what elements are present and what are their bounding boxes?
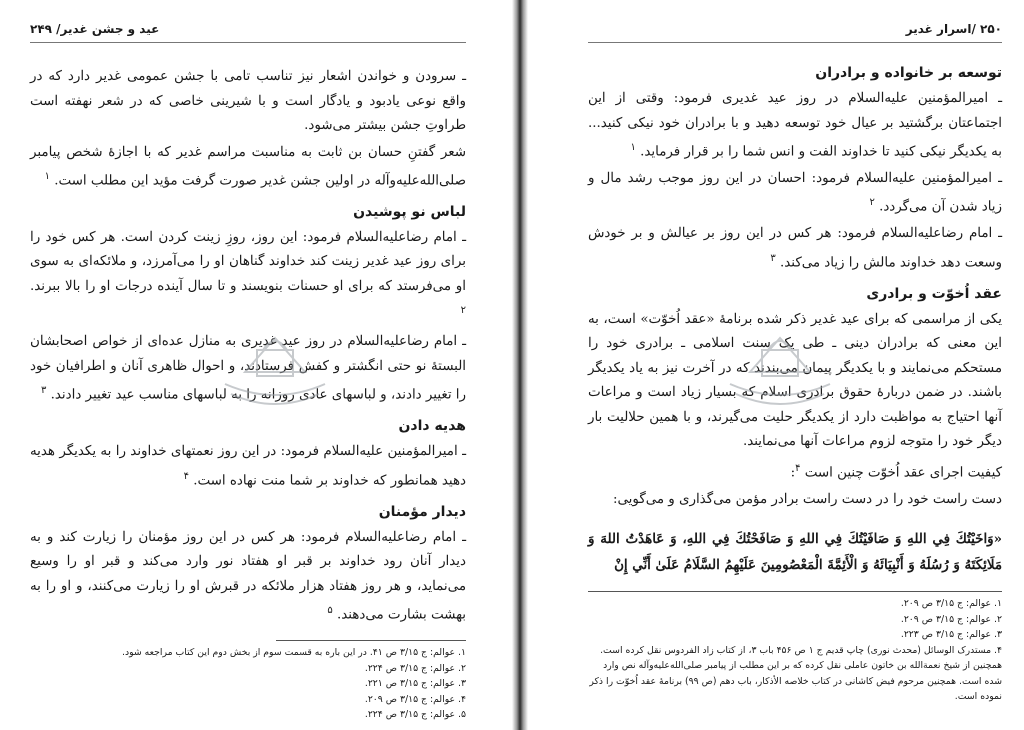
right-paragraph-5: کیفیت اجرای عقد اُخوّت چنین است $^۴$: (790, 462, 1002, 481)
section-title-visiting-believers: دیدار مؤمنان (378, 503, 466, 520)
section-title-brotherhood-pact: عقد اُخوّت و برادری (866, 285, 1002, 302)
footnote-mark: ۲ (869, 197, 875, 209)
footnote: ۱. عوالم: ج ۳/۱۵ ص ۴۱. در این باره به قسمت سوم از بخش دوم این کتاب مراجعه شود. (122, 647, 466, 659)
left-paragraph-3-text: ـ امام رضاعلیه‌السلام فرمود: این روز، روزِ زینت کردن است. هر کس خود را برای روز عید غدیر زینت کند خداوند گناهان او را می‌آمرزد، و ملائکه‌ای به سوی او می‌فرستد که برای او حسنات بنویسند و تا سال آینده درجات او را بالا ببرند. (30, 229, 466, 294)
left-paragraph-6-text: ـ امام رضاعلیه‌السلام فرمود: هر کس در این روز مؤمنان را زیارت کند و به دیدار آنان رود خداوند بر قبر او هفتاد نور وارد می‌کند و قبر او را وسیع می‌نماید، و هر روز هفتاد هزار ملائکه در قبرش او را زیارت می‌کنند، و او را به بهشت بشارت می‌دهند. (30, 529, 466, 623)
right-paragraph-5-text: کیفیت اجرای عقد اُخوّت چنین است (804, 465, 1002, 481)
right-paragraph-1 (588, 87, 1002, 165)
book-gutter (512, 0, 528, 730)
left-paragraph-4 (30, 330, 466, 408)
footnote: ۳. عوالم: ج ۳/۱۵ ص ۲۲۱. (364, 678, 466, 690)
footnote: ۴. مستدرک الوسائل (محدث نوری) چاپ قدیم ج ۱ ص ۴۵۶ باب ۳، از کتاب زاد الفردوس نقل کرده است. همچنین از شیخ نعمة‌الله بن خاتون عاملی نقل کرده که بر این مطلب از پیامبر صلی‌الله‌علیه‌وآله نص وارد شده است. همچنین مرحوم فیض کاشانی در کتاب خلاصه الأذکار، باب دهم (ص ۹۹) برنامهٔ عقد اُخوّت را ذکر نموده است. (589, 644, 1002, 703)
left-footnotes (122, 640, 466, 723)
footnote-mark: ۳ (770, 252, 776, 264)
footnote: ۳. عوالم: ج ۳/۱۵ ص ۲۲۳. (900, 629, 1002, 641)
footnote-mark: ۵ (327, 605, 333, 617)
footnote-mark: ۳ (41, 385, 47, 397)
footnote: ۲. عوالم: ج ۳/۱۵ ص ۲۰۹. (900, 613, 1002, 625)
left-paragraph-2-text: شعر گفتنِ حسان بن ثابت به مناسبت مراسم غدیر که با اجازهٔ شخص پیامبر صلی‌الله‌علیه‌وآله در اولین جشن غدیر صورت گرفت مؤید این مطلب است. (30, 144, 466, 189)
right-page-header: ۲۵۰ /اسرار غدیر (588, 22, 1002, 43)
right-paragraph-2 (588, 167, 1002, 220)
footnote-mark: ۲ (460, 305, 466, 317)
right-footnotes (588, 591, 1002, 705)
section-title-new-clothes: لباس نو پوشیدن (353, 203, 466, 220)
right-paragraph-6: دست راست خود را در دست راست برادر مؤمن می‌گذاری و می‌گویی: (613, 491, 1002, 507)
footnote-mark: ۱ (630, 142, 636, 153)
footnote: ۴. عوالم: ج ۳/۱۵ ص ۲۰۹. (364, 693, 466, 705)
right-paragraph-3-text: ـ امام رضاعلیه‌السلام فرمود: هر کس در این روز بر عیالش و بر خودش وسعت دهد خداوند مالش را زیاد می‌کند. (588, 226, 1002, 271)
right-paragraph-3 (588, 222, 1002, 275)
left-paragraph-1: ـ سرودن و خواندن اشعار نیز تناسب تامی با جشن عمومی غدیر دارد که در واقع نوعی یادبود و یادگار است و با شیرینی خاصی که در شعر نهفته است طراوتِ جشن بیشتر می‌شود. (30, 69, 466, 133)
right-page (528, 0, 1024, 730)
left-paragraph-6 (30, 526, 466, 628)
section-title-family-generosity: توسعه بر خانواده و برادران (815, 65, 1002, 81)
left-page-header: عید و جشن غدیر/ ۲۴۹ (30, 22, 466, 43)
right-paragraph-2-text: ـ امیرالمؤمنین علیه‌السلام فرمود: احسان در این روز موجب رشد مال و زیاد شدن آن می‌گردد. (588, 170, 1002, 215)
footnote-mark: ۱ (44, 171, 50, 182)
left-paragraph-4-text: ـ امام رضاعلیه‌السلام در روز عید غدیری به منازل عده‌ای از خواص اصحابشان البستهٔ نو حتی انگشتر و کفش فرستادند، و احوال ظاهری آنان و اطرافیان خود را تغییر دادند، و لباسهای عادی روزانه را به لباسهای مناسب عید تغییر دادند. (30, 334, 466, 403)
right-paragraph-4: یکی از مراسمی که برای عید غدیر ذکر شده برنامهٔ «عقد اُخوّت» است، به این معنی که برادران دینی ـ طی یک سنت اسلامی ـ برادری خود را مستحکم می‌نمایند و با یکدیگر پیمان می‌بندند که در آخرت نیز به یاد یکدیگر باشند. در ضمن دربارهٔ حقوق برادری اسلام که بسیار زیاد است و مراعات آنها احتیاج به مواظبت دارد از یکدیگر حلیت می‌گیرند، و با همین حلالیت بار دیگر خود را متوجه لزوم مراعات آنها می‌نمایند. (588, 311, 1002, 450)
left-paragraph-3 (30, 226, 466, 328)
footnote: ۵. عوالم: ج ۳/۱۵ ص ۲۲۴. (364, 709, 466, 721)
dua-text: «وَاخَيْتُكَ فِي اللهِ وَ صَافَيْتُكَ فِي اللهِ وَ صَافَحْتُكَ فِي اللهِ، وَ عَاهَدْتُ اللهَ وَ مَلَائِكَتَهُ وَ رُسُلَهُ وَ أَنْبِيَائَهُ وَ الْأَئِمَّةَ الْمَعْصُومِينَ عَلَيْهِمُ السَّلَامُ عَلَىٰ أَنِّي إِنْ (588, 530, 1002, 573)
footnote: ۲. عوالم: ج ۳/۱۵ ص ۲۲۴. (364, 662, 466, 674)
right-paragraph-1-text: ـ امیرالمؤمنین علیه‌السلام در روز عید غدیری فرمود: وقتی از این اجتماعتان برگشتید بر عیال خود توسعه دهید و با برادران خود نیکی کنید... به یکدیگر نیکی کنید تا خداوند الفت و انس شما را بر قرار فرماید. (588, 91, 1002, 160)
footnote: ۱. عوالم: ج ۳/۱۵ ص ۲۰۹. (900, 598, 1002, 610)
left-paragraph-5 (30, 440, 466, 493)
footnote-mark: ۴ (183, 470, 189, 482)
footnote-mark: ۴ (795, 462, 801, 474)
section-title-gift-giving: هدیه دادن (398, 418, 466, 435)
left-paragraph-5-text: ـ امیرالمؤمنین علیه‌السلام فرمود: در این روز نعمتهای خداوند را به یکدیگر هدیه دهید همانطور که خداوند بر شما منت نهاده است. (30, 444, 466, 489)
left-paragraph-2 (30, 141, 466, 194)
